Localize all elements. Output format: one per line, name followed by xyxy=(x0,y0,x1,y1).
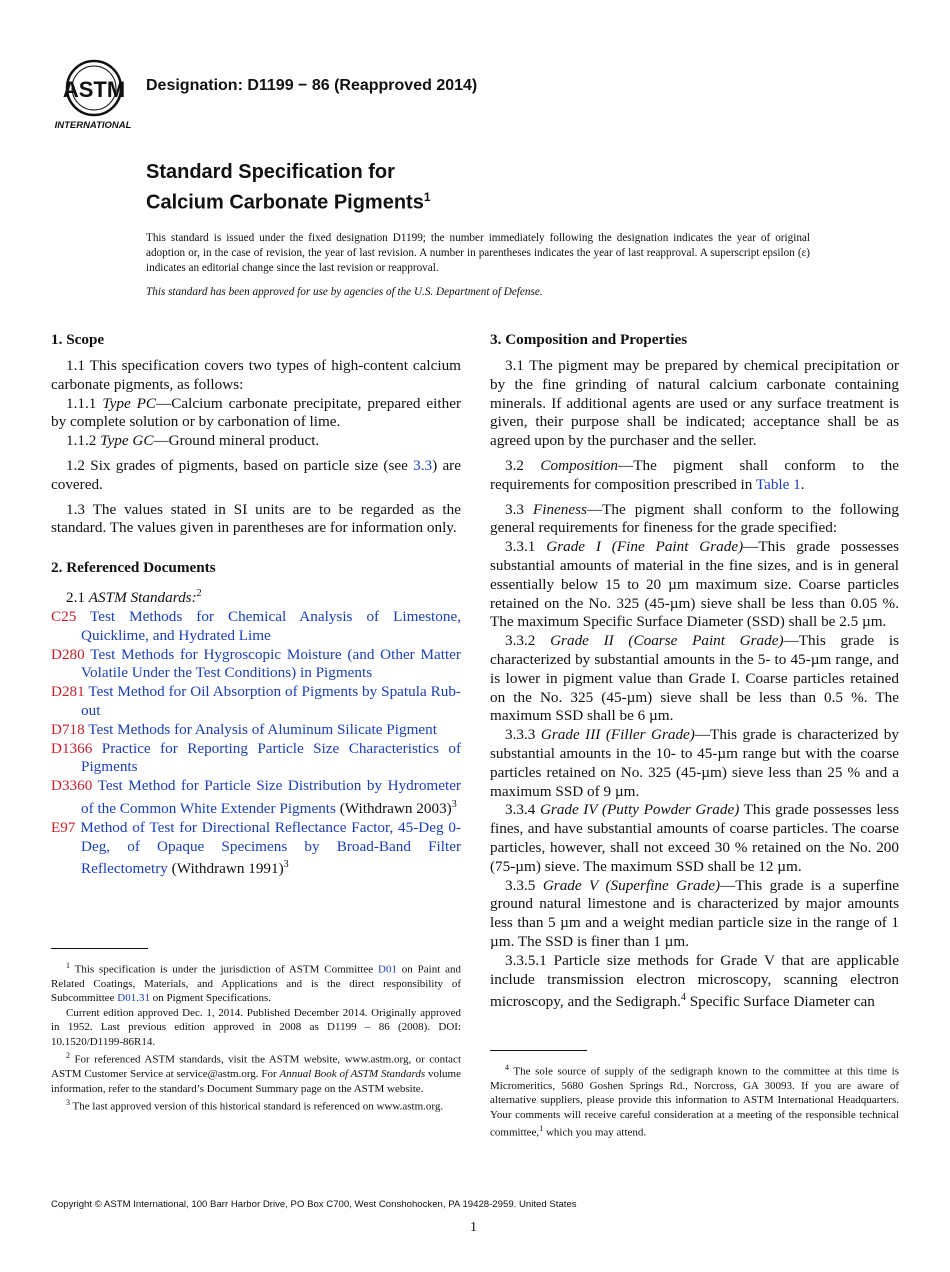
reference-item xyxy=(51,721,461,740)
section-2-heading: 2. Referenced Documents xyxy=(51,559,216,577)
committee-d01-link[interactable]: D01 xyxy=(378,963,397,976)
para-1-3: 1.3 The values stated in SI units are to be regarded as the standard. The values given in parentheses are for information only. xyxy=(51,500,461,537)
reference-withdrawn-note: (Withdrawn 2003) xyxy=(335,800,452,818)
reference-code-link[interactable]: D281 xyxy=(51,683,85,701)
table-1-link[interactable]: Table 1 xyxy=(755,475,801,493)
copyright: Copyright © ASTM International, 100 Barr Harbor Drive, PO Box C700, West Conshohocken, PA 19428-2959. United States xyxy=(51,1199,577,1210)
footnotes-right xyxy=(490,1061,899,1140)
para-3-1: 3.1 The pigment may be prepared by chemical precipitation or by the fine grinding of natural calcium carbonate containing minerals. If additional agents are used or any surface treatment is given, their purpose shall be indicated; acceptance shall be as agreed upon by the purchaser and the seller. xyxy=(490,357,899,450)
para-1-1-1: 1.1.1 Type PC—Calcium carbonate precipitate, prepared either by complete solution or by carbonation of lime. xyxy=(51,394,461,431)
section-3-heading: 3. Composition and Properties xyxy=(490,331,688,348)
para-2-1: 2.1 ASTM Standards:$^2$ xyxy=(66,588,202,607)
section-3-3-link[interactable]: 3.3 xyxy=(413,456,433,474)
reference-list xyxy=(51,608,461,879)
reference-code-link[interactable]: E97 xyxy=(51,818,76,836)
reference-title-link[interactable]: Test Methods for Analysis of Aluminum Silicate Pigment xyxy=(88,720,437,738)
svg-text:INTERNATIONAL: INTERNATIONAL xyxy=(54,120,132,131)
footnote-3-ref[interactable]: 3 xyxy=(451,799,457,810)
footnote-1: $^1$ This specification is under the jurisdiction of ASTM Committee D01 on Paint and Related Coatings, Materials, and Applications and is the direct responsibility of Subcommittee D01.31 on Pigment Specifications. xyxy=(51,961,462,1005)
reference-code-link[interactable]: D718 xyxy=(51,720,85,738)
astm-logo xyxy=(52,58,134,132)
para-1-1: 1.1 This specification covers two types of high-content calcium carbonate pigments, as follows: xyxy=(51,357,461,393)
reference-item xyxy=(51,777,461,819)
para-3-3-2: 3.3.2 Grade II (Coarse Paint Grade)—This grade is characterized by substantial amounts in the 5- to 45-µm range, and is lower in pigment value than Grade I. Coarse particles retained on the No. 325 (45-µm) sieve shall be less than 0.5 %. The maximum SSD shall be 6 µm. xyxy=(490,632,900,725)
footnote-1-edition: Current edition approved Dec. 1, 2014. Published December 2014. Originally approved in 1952. Last previous edition approved in 2008 as D1199 – 86 (2008). DOI: 10.1520/D1199-86R14. xyxy=(51,1006,461,1048)
para-3-3-1: 3.3.1 Grade I (Fine Paint Grade)—This grade possesses substantial amounts of material in the fine sizes, and is in general essentially below 15 to 20 µm maximum size. Coarse particles retained on the No. 325 (45-µm) sieve shall be less than 0.05 %. The maximum Specific Surface Diameter (SSD) shall be 2.5 µm. xyxy=(490,538,900,631)
footnote-rule-right xyxy=(490,1050,587,1051)
page-number: 1 xyxy=(470,1220,477,1235)
reference-item xyxy=(51,646,461,684)
title-footnote-ref[interactable]: 1 xyxy=(423,190,431,204)
astm-logo-graphic xyxy=(52,58,134,132)
para-3-2: 3.2 Composition—The pigment shall conform to the requirements for composition prescribed in Table 1. xyxy=(490,456,900,493)
reference-item xyxy=(51,740,461,778)
reference-code-link[interactable]: D3360 xyxy=(51,777,93,795)
reference-withdrawn-note: (Withdrawn 1991) xyxy=(167,860,284,878)
para-3-3: 3.3 Fineness—The pigment shall conform to the following general requirements for fineness for the grade specified: xyxy=(490,500,899,537)
para-1-1-2: 1.1.2 Type GC—Ground mineral product. xyxy=(66,432,320,450)
footnote-4: $^4$ The sole source of supply of the sedigraph known to the committee at this time is Micromeritics, 5680 Goshen Springs Rd., Norcross, GA 30093. If you are aware of alternative suppliers, please provide this information to ASTM International Headquarters. Your comments will receive careful consideration at a meeting of the responsible technical committee,$^1$ which you may attend. xyxy=(490,1063,899,1139)
svg-text:ASTM: ASTM xyxy=(62,77,126,102)
dod-note: This standard has been approved for use by agencies of the U.S. Department of Defense. xyxy=(146,286,543,298)
title-line-1: Standard Specification for xyxy=(146,161,395,183)
para-3-3-5: 3.3.5 Grade V (Superfine Grade)—This grade is a superfine ground natural limestone and is characterized by major amounts less than 5 µm and a weight median particle size in the range of 1 µm. The SSD is finer than 1 µm. xyxy=(490,876,900,950)
reference-title-link[interactable]: Test Method for Particle Size Distribution by Hydrometer of the Common White Extender Pigments xyxy=(81,777,461,818)
footnote-2: $^2$ For referenced ASTM standards, visit the ASTM website, www.astm.org, or contact ASTM Customer Service at service@astm.org. For Annual Book of ASTM Standards volume information, refer to the standard’s Document Summary page on the ASTM website. xyxy=(51,1051,461,1095)
reference-title-link[interactable]: Test Methods for Hygroscopic Moisture (and Other Matter Volatile Under the Test Conditions) in Pigments xyxy=(81,645,461,682)
section-1-heading: 1. Scope xyxy=(51,331,105,348)
title-line-2: Calcium Carbonate Pigments$^1$ xyxy=(146,190,431,214)
reference-title-link[interactable]: Test Method for Oil Absorption of Pigments by Spatula Rub-out xyxy=(81,683,461,720)
reference-code-link[interactable]: D280 xyxy=(51,645,85,663)
left-column xyxy=(51,330,461,879)
para-3-3-4: 3.3.4 Grade IV (Putty Powder Grade) This grade possesses less fines, and have substantial amounts of coarse particles. The coarse particles, however, shall not exceed 30 % retained on the No. 200 (75-µm) sieve. The maximum SSD shall be 12 µm. xyxy=(490,801,899,875)
subcommittee-d01-31-link[interactable]: D01.31 xyxy=(117,992,150,1005)
reference-code-link[interactable]: C25 xyxy=(51,608,77,626)
reference-code-link[interactable]: D1366 xyxy=(51,739,93,757)
reference-item xyxy=(51,608,461,646)
footnote-3: $^3$ The last approved version of this historical standard is referenced on www.astm.org. xyxy=(66,1097,444,1113)
reference-title-link[interactable]: Practice for Reporting Particle Size Characteristics of Pigments xyxy=(81,739,462,776)
reference-title-link[interactable]: Test Methods for Chemical Analysis of Limestone, Quicklime, and Hydrated Lime xyxy=(81,608,461,644)
reference-title-link[interactable]: Method of Test for Directional Reflectance Factor, 45-Deg 0-Deg, of Opaque Specimens by Broad-Band Filter Reflectometry xyxy=(80,818,462,878)
designation: Designation: D1199 − 86 (Reapproved 2014) xyxy=(146,77,478,94)
para-1-2: 1.2 Six grades of pigments, based on particle size (see 3.3) are covered. xyxy=(51,456,461,493)
footnotes-left xyxy=(51,959,461,1114)
reference-item xyxy=(51,819,461,879)
para-3-3-3: 3.3.3 Grade III (Filler Grade)—This grade is characterized by substantial amounts in the 10- to 45-µm range but with the coarse particles retained on No. 325 (45-µm) sieve less than 25 % and a maximum SSD of 9 µm. xyxy=(490,726,899,800)
page-title xyxy=(146,160,431,216)
para-3-3-5-1: 3.3.5.1 Particle size methods for Grade V that are applicable include transmission electron microscopy, scanning electron microscopy, and the Sedigraph.$^4$ Specific Surface Diameter can xyxy=(490,951,899,1011)
preamble: This standard is issued under the fixed designation D1199; the number immediately following the designation indicates the year of original adoption or, in the case of revision, the year of last revision. A number in parentheses indicates the year of last reapproval. A superscript epsilon (ε) indicates an editorial change since the last revision or reapproval. xyxy=(146,232,810,274)
footnote-4-ref[interactable]: 4 xyxy=(680,992,686,1004)
right-column xyxy=(490,330,899,1012)
footnote-rule-left xyxy=(51,948,148,949)
footnote-3-ref[interactable]: 3 xyxy=(283,859,289,871)
reference-item xyxy=(51,683,461,721)
